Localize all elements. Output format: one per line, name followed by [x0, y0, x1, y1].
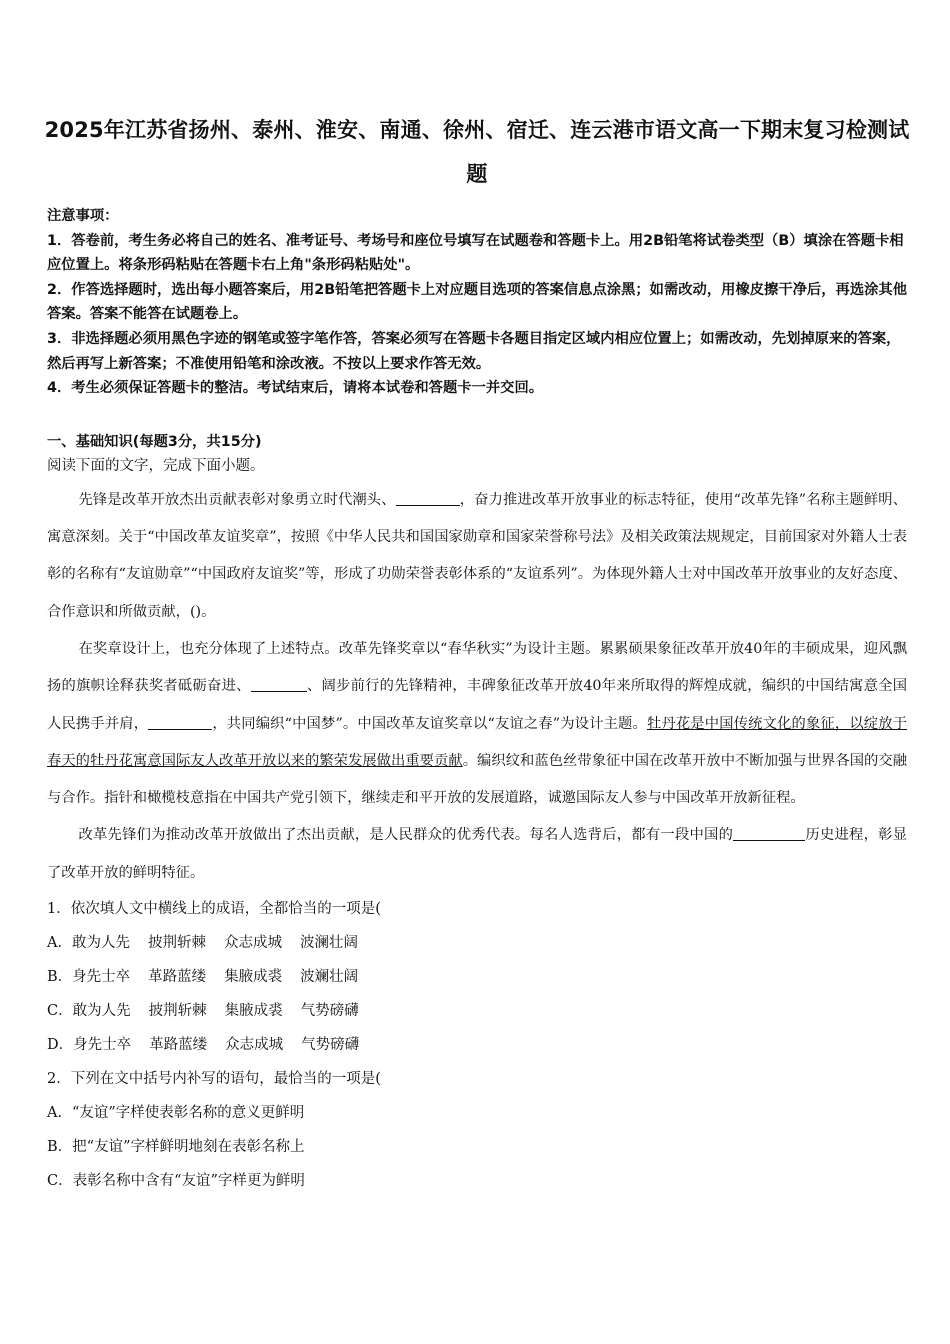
section-heading: 一、基础知识(每题3分，共15分)	[47, 433, 262, 450]
option-word: 众志成城	[225, 1037, 284, 1054]
option-word: 披荆斩棘	[148, 1003, 207, 1020]
notice-item-1: 1．答卷前，考生务必将自己的姓名、准考证号、考场号和座位号填写在试题卷和答题卡上。用2B铅笔将试卷类型（B）填涂在答题卡相应位置上。将条形码粘贴在答题卡右上角"条形码粘贴处"。	[47, 232, 904, 274]
section-intro: 阅读下面的文字，完成下面小题。	[47, 457, 265, 474]
option-word: 波斓壮阔	[300, 969, 359, 986]
passage-text: 历史进程，彰显了改革开放的鲜明特征。	[47, 827, 907, 881]
option-word: A．敢为人先	[47, 935, 130, 952]
option-word: B．身先士卒	[47, 969, 131, 986]
passage-text: 先锋是改革开放杰出贡献表彰对象勇立时代潮头、	[78, 491, 396, 508]
option-word: 集腋成裘	[224, 1003, 283, 1020]
exam-title: 2025年江苏省扬州、泰州、淮安、南通、徐州、宿迁、连云港市语文高一下期末复习检测试题	[44, 118, 910, 186]
option-word: 波澜壮阔	[299, 935, 358, 952]
passage-text: 在奖章设计上，也充分体现了上述特点。改革先锋奖章以“春华秋实”为设计主题。累累硕果象征改革开放40年的丰硕成果，迎风飘扬的旗帜诠释获奖者砥砺奋进、	[47, 640, 907, 695]
fill-blank-2	[251, 677, 307, 692]
underlined-sentence: 牡丹花是中国传统文化的象征，以绽放于春天的牡丹花寓意国际友人改革开放以来的繁荣发展做出重要贡献	[47, 715, 908, 769]
question-2-option-c[interactable]: C．表彰名称中含有“友谊”字样更为鲜明	[47, 1173, 305, 1190]
passage-text: 、阔步前行的先锋精神，丰碑象征改革开放40年来所取得的辉煌成就，编织的中国结寓意全国人民携手并肩，	[47, 678, 907, 732]
question-1-option-b[interactable]	[47, 960, 907, 994]
question-1-option-c[interactable]	[47, 994, 907, 1028]
option-word: D．身先士卒	[47, 1037, 132, 1054]
notice-item-3: 3．非选择题必须用黑色字迹的钢笔或签字笔作答，答案必须写在答题卡各题目指定区域内相应位置上；如需改动，先划掉原来的答案，然后再写上新答案；不准使用铅笔和涂改液。不按以上要求作答无效。	[47, 330, 901, 372]
question-2-option-b[interactable]: B．把“友谊”字样鲜明地刻在表彰名称上	[47, 1139, 305, 1156]
notice-item-4: 4．考生必须保证答题卡的整洁。考试结束后，请将本试卷和答题卡一并交回。	[47, 380, 544, 397]
passage-text: ，共同编织“中国梦”。中国改革友谊奖章以“友谊之春”为设计主题。	[212, 715, 647, 732]
question-1-stem: 1．依次填人文中横线上的成语，全都恰当的一项是(	[47, 901, 381, 918]
passage-paragraph-3	[47, 817, 907, 892]
question-1-option-a[interactable]	[47, 926, 907, 960]
exam-page	[44, 108, 910, 1198]
option-word: 披荆斩棘	[147, 935, 206, 952]
notice-item-2: 2．作答选择题时，选出每小题答案后，用2B铅笔把答题卡上对应题目选项的答案信息点涂黑；如需改动，用橡皮擦干净后，再选涂其他答案。答案不能答在试题卷上。	[47, 281, 908, 323]
passage-paragraph-2	[47, 631, 907, 817]
passage-text: 。编织纹和蓝色丝带象征中国在改革开放中不断加强与世界各国的交融与合作。指针和橄榄枝意指在中国共产党引领下，继续走和平开放的发展道路，诚邀国际友人参与中国改革开放新征程。	[47, 752, 907, 807]
question-1-option-d[interactable]	[47, 1028, 907, 1062]
passage-paragraph-1	[47, 482, 907, 631]
option-word: 集腋成裘	[224, 969, 283, 986]
option-word: 革路蓝缕	[148, 969, 207, 986]
option-word: 气势磅礴	[300, 1003, 359, 1020]
fill-blank-1	[396, 490, 460, 505]
question-list	[47, 892, 907, 1198]
option-word: 革路蓝缕	[149, 1037, 208, 1054]
question-2-option-a[interactable]: A．“友谊”字样使表彰名称的意义更鲜明	[47, 1105, 305, 1122]
passage-text: 改革先锋们为推动改革开放做出了杰出贡献，是人民群众的优秀代表。每名人选背后，都有一段中国的	[78, 827, 734, 844]
option-word: 众志成城	[223, 935, 282, 952]
notice-block	[47, 204, 907, 401]
notice-heading: 注意事项：	[47, 208, 119, 224]
option-word: C．敢为人先	[47, 1003, 131, 1020]
reading-passage	[47, 482, 907, 892]
question-2-stem: 2．下列在文中括号内补写的语句，最恰当的一项是(	[47, 1071, 381, 1088]
passage-text: ，奋力推进改革开放事业的标志特征，使用“改革先锋”名称主题鲜明、寓意深刻。关于“中国改革友谊奖章”，按照《中华人民共和国国家勋章和国家荣誉称号法》及相关政策法规规定，目前国家对外籍人士表彰的名称有“友谊勋章”“中国政府友谊奖”等，形成了功勋荣誉表彰体系的“友谊系列”。为体现外籍人士对中国改革开放事业的友好态度、合作意识和所做贡献，()。	[47, 491, 907, 620]
fill-blank-3	[148, 714, 212, 729]
option-word: 气势磅礴	[301, 1037, 360, 1054]
fill-blank-4	[733, 826, 805, 841]
